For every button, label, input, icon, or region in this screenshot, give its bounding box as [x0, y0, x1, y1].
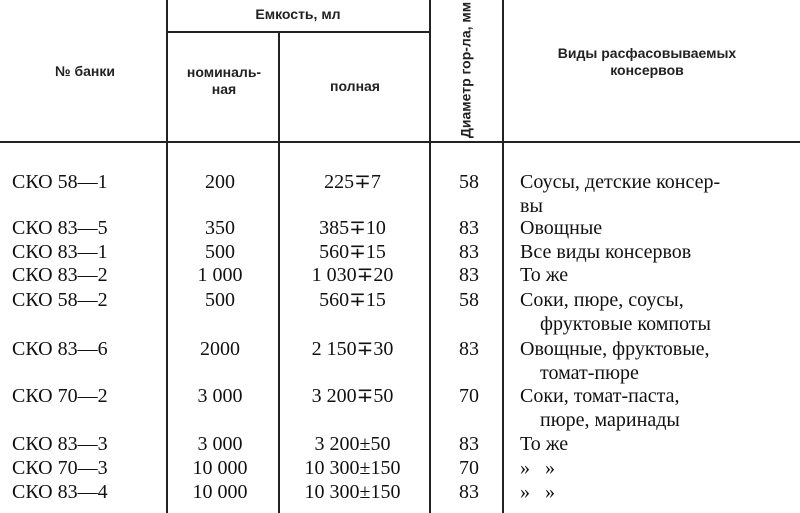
product-types: Овощные: [520, 217, 603, 239]
bank-number: СКО 83—4: [12, 481, 108, 503]
header-capacity: Емкость, мл: [255, 6, 341, 22]
bank-number: СКО 58—2: [12, 289, 108, 311]
nominal-capacity: 10 000: [192, 481, 248, 503]
product-types: Соки, томат-паста,: [520, 385, 680, 407]
neck-diameter: 58: [459, 171, 479, 193]
full-capacity: 1 030∓20: [311, 264, 394, 286]
full-capacity: 10 300±150: [304, 481, 401, 503]
product-types: Соусы, детские консер-: [520, 171, 721, 193]
product-types: То же: [520, 433, 569, 455]
capacity-rule: [168, 31, 430, 33]
bank-number: СКО 83—2: [12, 264, 108, 286]
col-rule-4: [502, 0, 504, 513]
product-types: » »: [520, 481, 555, 503]
header-bank-no: № банки: [55, 63, 115, 79]
nominal-capacity: 1 000: [197, 264, 243, 286]
product-types: » »: [520, 457, 555, 479]
product-types-cont: фруктовые компоты: [540, 313, 711, 335]
bank-number: СКО 83—1: [12, 241, 108, 263]
full-capacity: 560∓15: [319, 241, 386, 263]
full-capacity: 2 150∓30: [311, 338, 394, 360]
product-types-cont: пюре, маринады: [540, 409, 680, 431]
header-full: полная: [330, 78, 380, 94]
neck-diameter: 83: [459, 338, 479, 360]
nominal-capacity: 350: [205, 217, 235, 239]
full-capacity: 3 200±50: [314, 433, 391, 455]
bank-number: СКО 70—3: [12, 457, 108, 479]
product-types: То же: [520, 264, 569, 286]
nominal-capacity: 500: [205, 289, 235, 311]
full-capacity: 385∓10: [319, 217, 386, 239]
neck-diameter: 83: [459, 481, 479, 503]
nominal-capacity: 10 000: [192, 457, 248, 479]
bank-number: СКО 58—1: [12, 171, 108, 193]
header-types: Виды расфасовываемых консервов: [557, 45, 737, 78]
full-capacity: 10 300±150: [304, 457, 401, 479]
bank-number: СКО 83—3: [12, 433, 108, 455]
bank-number: СКО 70—2: [12, 385, 108, 407]
nominal-capacity: 500: [205, 241, 235, 263]
product-types-cont: вы: [520, 195, 543, 217]
product-types-cont: томат-пюре: [540, 362, 639, 384]
bank-number: СКО 83—6: [12, 338, 108, 360]
col-rule-1: [166, 0, 168, 513]
product-types: Все виды консервов: [520, 241, 692, 263]
header-neck-diameter: Диаметр гор-ла, мм: [457, 1, 474, 139]
neck-diameter: 70: [459, 385, 479, 407]
neck-diameter: 83: [459, 264, 479, 286]
header-bottom-rule: [0, 141, 800, 143]
product-types: Овощные, фруктовые,: [520, 338, 710, 360]
neck-diameter: 83: [459, 241, 479, 263]
col-rule-3: [429, 0, 431, 513]
neck-diameter: 58: [459, 289, 479, 311]
full-capacity: 3 200∓50: [311, 385, 394, 407]
product-types: Соки, пюре, соусы,: [520, 289, 684, 311]
nominal-capacity: 200: [205, 171, 235, 193]
neck-diameter: 83: [459, 217, 479, 239]
full-capacity: 560∓15: [319, 289, 386, 311]
nominal-capacity: 2000: [200, 338, 240, 360]
full-capacity: 225∓7: [324, 171, 381, 193]
header-nominal: номиналь-ная: [186, 64, 262, 97]
nominal-capacity: 3 000: [197, 433, 243, 455]
neck-diameter: 70: [459, 457, 479, 479]
nominal-capacity: 3 000: [197, 385, 243, 407]
bank-number: СКО 83—5: [12, 217, 108, 239]
neck-diameter: 83: [459, 433, 479, 455]
